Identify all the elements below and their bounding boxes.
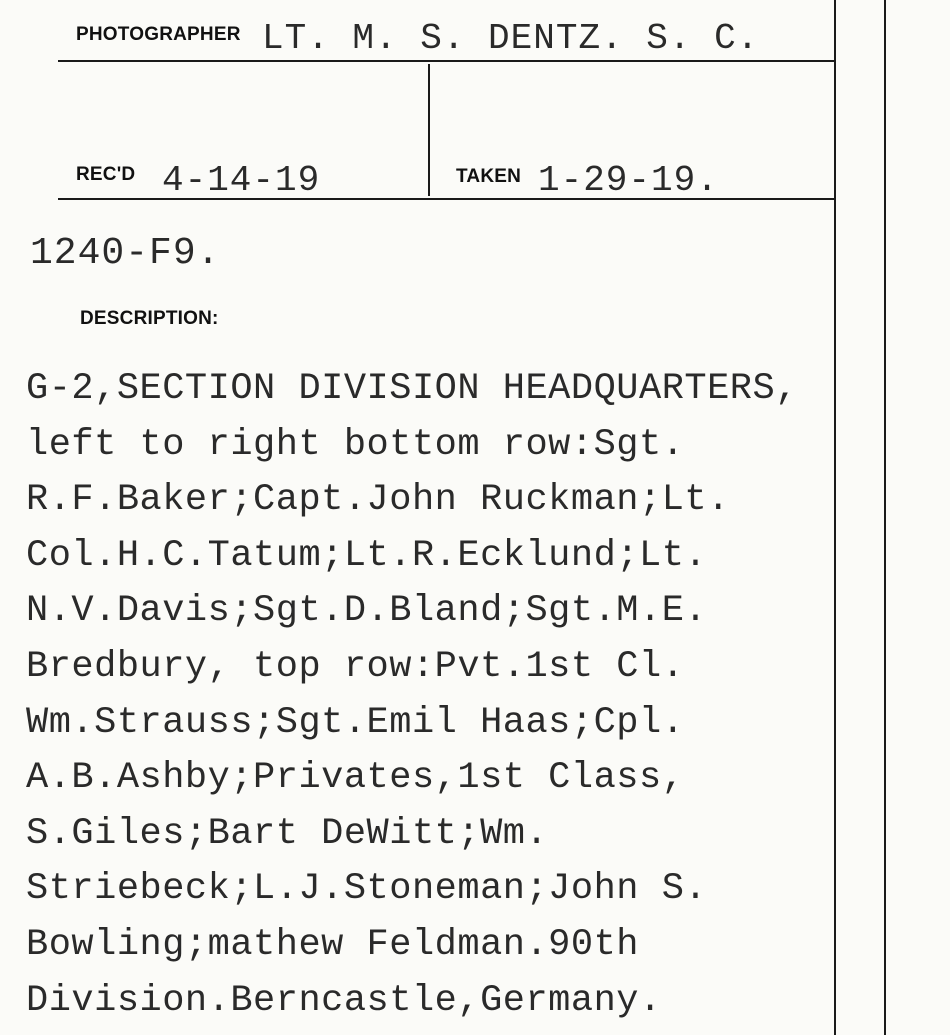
description-line: A.B.Ashby;Privates,1st Class, [26, 757, 685, 800]
photo-number: 1240-F9. [30, 232, 221, 275]
photographer-rule [58, 60, 834, 62]
description-line: Division.Berncastle,Germany. [26, 979, 662, 1022]
photographer-value: LT. M. S. DENTZ. S. C. [262, 18, 760, 59]
photographer-label: PHOTOGRAPHER [76, 24, 241, 45]
description-label: DESCRIPTION: [80, 308, 219, 329]
description-text [26, 362, 946, 1029]
taken-label: TAKEN [456, 166, 522, 187]
taken-date: 1-29-19. [538, 160, 719, 201]
description-line: Bredbury, top row:Pvt.1st Cl. [26, 645, 685, 688]
description-line: S.Giles;Bart DeWitt;Wm. [26, 812, 549, 855]
recd-label: REC'D [76, 164, 136, 185]
description-line: R.F.Baker;Capt.John Ruckman;Lt. [26, 479, 730, 522]
description-line: G-2,SECTION DIVISION HEADQUARTERS, [26, 368, 798, 410]
description-line: Col.H.C.Tatum;Lt.R.Ecklund;Lt. [26, 534, 708, 577]
description-line: Bowling;mathew Feldman.90th [26, 923, 639, 966]
description-line: Wm.Strauss;Sgt.Emil Haas;Cpl. [26, 701, 685, 744]
description-line: Striebeck;L.J.Stoneman;John S. [26, 868, 708, 911]
recd-date: 4-14-19 [162, 160, 321, 201]
description-line: left to right bottom row:Sgt. [26, 423, 685, 466]
description-line: N.V.Davis;Sgt.D.Bland;Sgt.M.E. [26, 590, 708, 633]
recd-taken-divider [428, 64, 430, 196]
